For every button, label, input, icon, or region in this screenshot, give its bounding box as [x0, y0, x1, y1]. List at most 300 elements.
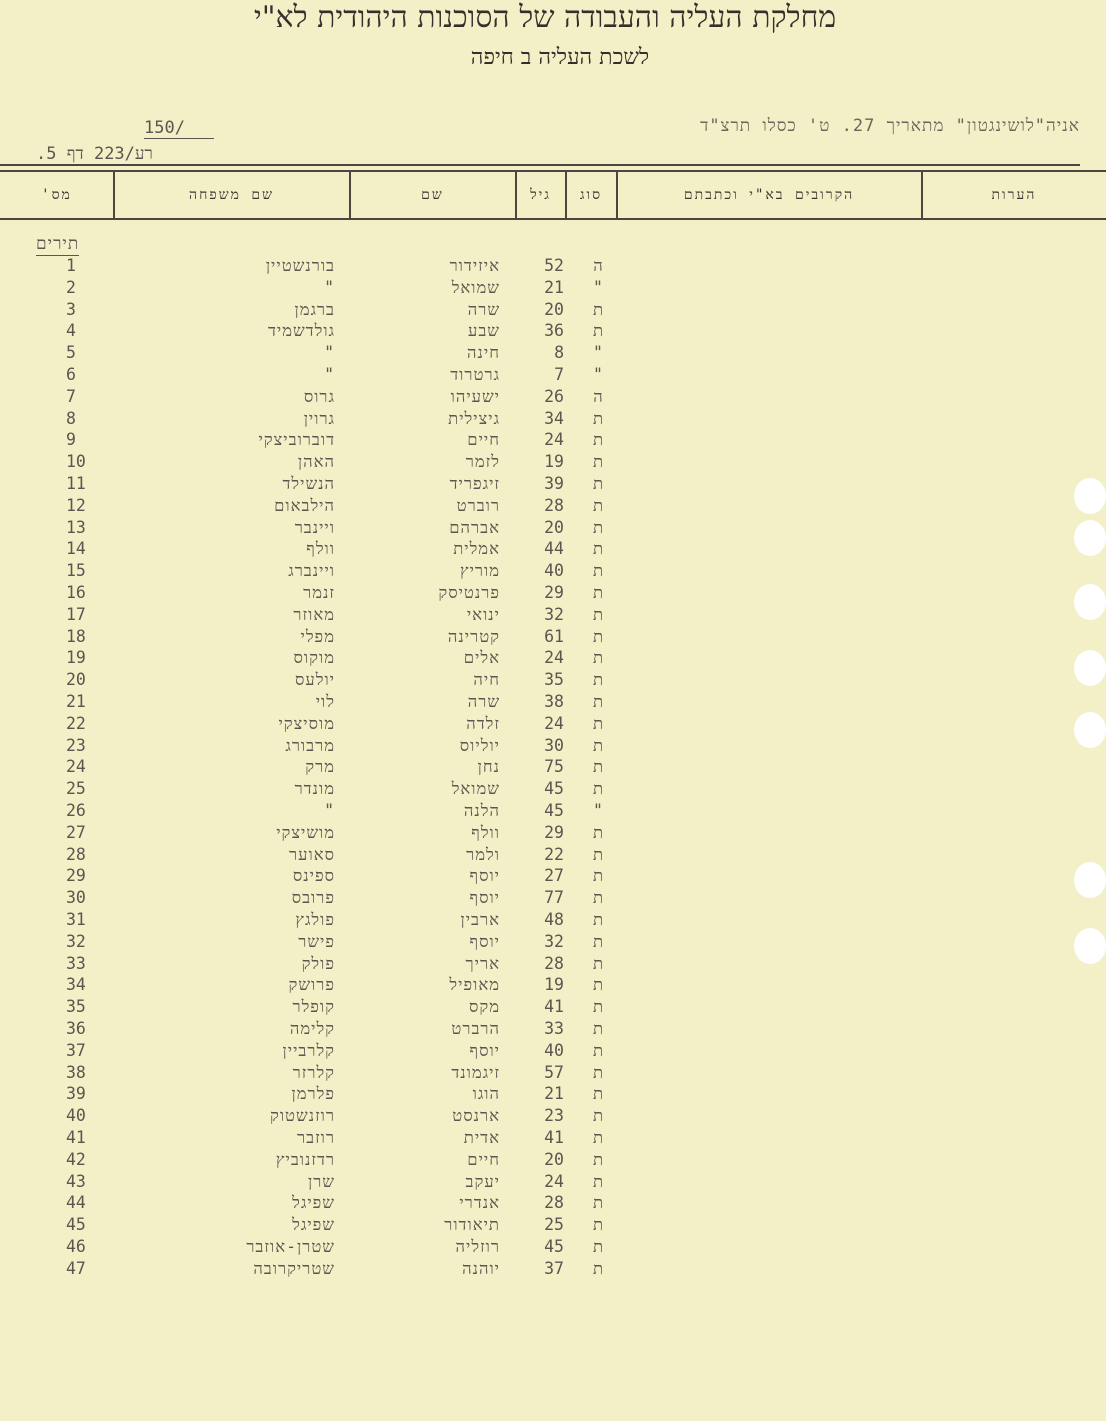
family-name: פרובס	[291, 888, 335, 908]
table-row	[0, 278, 700, 300]
type: ת	[592, 670, 604, 690]
first-name: גיצילית	[448, 408, 500, 428]
age: 21	[544, 277, 564, 297]
age: 32	[544, 604, 564, 624]
family-name: "	[324, 277, 335, 297]
row-number: 14	[66, 539, 86, 559]
type: ת	[592, 430, 604, 450]
type: ת	[592, 1106, 604, 1126]
table-row	[0, 1259, 700, 1281]
first-name: לזמר	[465, 452, 500, 472]
age: 20	[544, 299, 564, 319]
type: ת	[592, 1193, 604, 1213]
row-number: 16	[66, 583, 86, 602]
age: 28	[544, 953, 564, 973]
table-row	[0, 1193, 700, 1215]
age: 21	[544, 1084, 564, 1104]
type: ת	[592, 321, 604, 341]
col-relatives: הקרובים בא"י וכתבתם	[683, 186, 855, 203]
age: 28	[544, 495, 564, 515]
type: ת	[592, 888, 604, 908]
row-number: 42	[66, 1149, 86, 1169]
age: 36	[544, 321, 564, 341]
table-row	[0, 910, 700, 932]
first-name: חיים	[467, 430, 500, 450]
punch-hole	[1074, 928, 1106, 964]
table-row	[0, 1172, 700, 1194]
first-name: יוסף	[469, 931, 500, 951]
row-number: 7	[66, 386, 76, 406]
age: 29	[544, 822, 564, 842]
family-name: וולף	[306, 539, 335, 559]
age: 19	[544, 975, 564, 995]
table-row	[0, 409, 700, 431]
first-name: אברהם	[449, 517, 500, 537]
row-number: 38	[66, 1062, 86, 1082]
first-name: יוסף	[469, 888, 500, 908]
age: 38	[544, 692, 564, 711]
table-row	[0, 321, 700, 343]
table-row	[0, 365, 700, 387]
document-subtitle: לשכת העליה ב חיפה	[470, 45, 650, 70]
first-name: הוגו	[472, 1084, 500, 1104]
age: 33	[544, 1019, 564, 1038]
family-name: רדזנוביץ	[275, 1149, 335, 1169]
age: 41	[544, 997, 564, 1017]
age: 40	[544, 561, 564, 581]
type: ת	[592, 1215, 604, 1235]
first-name: זיגפריד	[449, 474, 500, 493]
type: ת	[592, 408, 604, 428]
table-row	[0, 975, 700, 997]
document-title: מחלקת העליה והעבודה של הסוכנות היהודית לא"י	[253, 0, 837, 35]
row-number: 18	[66, 626, 86, 646]
age: 45	[544, 1237, 564, 1256]
family-name: קלימה	[289, 1019, 335, 1038]
table-row	[0, 387, 700, 409]
family-name: פרושק	[288, 975, 335, 995]
first-name: תיאודור	[444, 1215, 500, 1235]
table-row	[0, 256, 700, 278]
table-row	[0, 932, 700, 954]
row-number: 23	[66, 735, 86, 755]
type: "	[593, 277, 603, 297]
age: 45	[544, 779, 564, 799]
family-name: גרוין	[303, 408, 335, 428]
type: ת	[592, 1258, 604, 1278]
row-number: 15	[66, 561, 86, 581]
table-row	[0, 1041, 700, 1063]
type: ת	[592, 1171, 604, 1191]
type: ת	[592, 713, 604, 733]
first-name: יעקב	[465, 1171, 500, 1191]
family-name: מרבורג	[285, 735, 335, 755]
age: 39	[544, 474, 564, 493]
family-name: בורנשטיין	[265, 256, 335, 275]
family-name: קלרזר	[292, 1062, 335, 1082]
type: ת	[592, 583, 604, 602]
type: ת	[592, 1128, 604, 1147]
first-name: אנדרי	[459, 1193, 500, 1213]
table-row	[0, 561, 700, 583]
age: 19	[544, 452, 564, 472]
first-name: חינה	[467, 343, 500, 363]
family-name: ויינבר	[294, 517, 335, 537]
age: 20	[544, 1149, 564, 1169]
table-row	[0, 866, 700, 888]
row-number: 8	[66, 408, 76, 428]
family-name: סאוער	[289, 844, 335, 864]
table-row	[0, 692, 700, 714]
first-name: וולף	[471, 822, 500, 842]
table-row	[0, 452, 700, 474]
first-name: אמלית	[453, 539, 500, 559]
row-number: 43	[66, 1171, 86, 1191]
row-number: 21	[66, 692, 86, 711]
table-row	[0, 1215, 700, 1237]
table-row	[0, 1063, 700, 1085]
table-row	[0, 1106, 700, 1128]
section-label-tourists: תירים	[36, 234, 80, 254]
first-name: ישעיהו	[450, 386, 500, 406]
first-name: קטרינה	[447, 626, 500, 646]
family-name: שטריקרובה	[253, 1258, 335, 1278]
row-number: 1	[66, 256, 76, 275]
type: ת	[592, 626, 604, 646]
row-number: 37	[66, 1040, 86, 1060]
age: 29	[544, 583, 564, 602]
age: 24	[544, 1171, 564, 1191]
punch-hole	[1074, 478, 1106, 514]
col-first-name: שם	[421, 186, 444, 203]
row-number: 10	[66, 452, 86, 472]
first-name: מקס	[469, 997, 500, 1017]
first-name: מאופיל	[449, 975, 500, 995]
age: 77	[544, 888, 564, 908]
age: 25	[544, 1215, 564, 1235]
first-name: יוסף	[469, 866, 500, 886]
first-name: ולמר	[466, 844, 500, 864]
table-row	[0, 736, 700, 758]
first-name: פרנטיסק	[438, 583, 500, 602]
row-number: 30	[66, 888, 86, 908]
table-row	[0, 627, 700, 649]
type: ת	[592, 1084, 604, 1104]
table-row	[0, 518, 700, 540]
type: ת	[592, 474, 604, 493]
first-name: נחן	[477, 757, 500, 777]
row-number: 31	[66, 910, 86, 929]
type: ת	[592, 692, 604, 711]
row-number: 44	[66, 1193, 86, 1213]
age: 48	[544, 910, 564, 929]
col-divider	[349, 172, 351, 218]
table-row	[0, 430, 700, 452]
row-number: 6	[66, 365, 76, 384]
row-number: 47	[66, 1258, 86, 1278]
family-name: שרן	[308, 1171, 335, 1191]
type: ת	[592, 779, 604, 799]
header-divider-top	[0, 164, 1080, 166]
table-row	[0, 648, 700, 670]
first-name: שמואל	[451, 779, 500, 799]
col-divider	[113, 172, 115, 218]
age: 61	[544, 626, 564, 646]
family-name: דוברוביצקי	[258, 430, 335, 450]
row-number: 4	[66, 321, 76, 341]
col-remarks: הערות	[991, 186, 1037, 203]
age: 52	[544, 256, 564, 275]
col-divider	[921, 172, 923, 218]
family-name: לוי	[315, 692, 335, 711]
type: ת	[592, 953, 604, 973]
row-number: 17	[66, 604, 86, 624]
punch-hole	[1074, 862, 1106, 898]
age: 45	[544, 801, 564, 820]
row-number: 25	[66, 779, 86, 799]
age: 20	[544, 517, 564, 537]
family-name: מושיצקי	[276, 822, 335, 842]
row-number: 36	[66, 1019, 86, 1038]
family-name: פולק	[301, 953, 335, 973]
row-number: 26	[66, 801, 86, 820]
row-number: 20	[66, 670, 86, 690]
row-number: 5	[66, 343, 76, 363]
ship-date-line: אניה"לושינגטון" מתאריך 27. ט' כסלו תרצ"ד	[700, 116, 1080, 136]
family-name: האהן	[297, 452, 335, 472]
table-header-bottom-border	[0, 218, 1106, 220]
row-number: 11	[66, 474, 86, 493]
col-family-name: שם משפחה	[189, 186, 274, 203]
first-name: רוזליה	[455, 1237, 500, 1256]
table-row	[0, 496, 700, 518]
type: ת	[592, 1237, 604, 1256]
type: ת	[592, 866, 604, 886]
col-number: מס'	[41, 186, 72, 203]
row-number: 24	[66, 757, 86, 777]
family-name: רוזנשטוק	[270, 1106, 335, 1126]
table-header-row	[0, 172, 1106, 218]
type: ת	[592, 648, 604, 668]
table-row	[0, 1150, 700, 1172]
first-name: ארבין	[460, 910, 500, 929]
row-number: 2	[66, 277, 76, 297]
table-row	[0, 954, 700, 976]
table-row	[0, 779, 700, 801]
punch-hole	[1074, 584, 1106, 620]
row-number: 45	[66, 1215, 86, 1235]
row-number: 19	[66, 648, 86, 668]
age: 41	[544, 1128, 564, 1147]
first-name: ינואי	[466, 604, 500, 624]
age: 8	[554, 343, 564, 363]
family-name: מרק	[305, 757, 335, 777]
type: ת	[592, 757, 604, 777]
row-number: 33	[66, 953, 86, 973]
first-name: מוריץ	[459, 561, 500, 581]
family-name: רוזבר	[297, 1128, 335, 1147]
table-row	[0, 1237, 700, 1259]
table-row	[0, 474, 700, 496]
age: 28	[544, 1193, 564, 1213]
family-name: זנמר	[303, 583, 335, 602]
age: 35	[544, 670, 564, 690]
table-row	[0, 539, 700, 561]
age: 27	[544, 866, 564, 886]
first-name: ארנסט	[452, 1106, 500, 1126]
type: ת	[592, 1019, 604, 1038]
type: ת	[592, 604, 604, 624]
punch-hole	[1074, 650, 1106, 686]
table-row	[0, 300, 700, 322]
age: 75	[544, 757, 564, 777]
type: ת	[592, 452, 604, 472]
family-name: ספינס	[292, 866, 335, 886]
type: ת	[592, 1040, 604, 1060]
age: 44	[544, 539, 564, 559]
family-name: יולעס	[295, 670, 335, 690]
family-name: מוסיצקי	[278, 713, 335, 733]
table-row	[0, 888, 700, 910]
family-name: הנשילד	[282, 474, 335, 493]
age: 30	[544, 735, 564, 755]
table-row	[0, 714, 700, 736]
family-name: הילבאום	[274, 495, 335, 515]
col-divider	[616, 172, 618, 218]
age: 22	[544, 844, 564, 864]
first-name: אדית	[463, 1128, 500, 1147]
table-row	[0, 670, 700, 692]
punch-hole	[1074, 520, 1106, 556]
row-number: 46	[66, 1237, 86, 1256]
type: ת	[592, 495, 604, 515]
row-number: 40	[66, 1106, 86, 1126]
age: 26	[544, 386, 564, 406]
table-row	[0, 997, 700, 1019]
family-name: מפלי	[300, 626, 335, 646]
reference-code: רע/223 דף 5.	[36, 144, 153, 164]
row-number: 13	[66, 517, 86, 537]
type: ה	[593, 256, 603, 275]
first-name: יוסף	[469, 1040, 500, 1060]
row-number: 27	[66, 822, 86, 842]
age: 7	[554, 365, 564, 384]
row-number: 41	[66, 1128, 86, 1147]
type: ת	[592, 910, 604, 929]
row-number: 39	[66, 1084, 86, 1104]
row-number: 34	[66, 975, 86, 995]
col-age: גיל	[530, 186, 551, 203]
family-name: גולדשמיד	[267, 321, 335, 341]
type: ת	[592, 975, 604, 995]
first-name: שרה	[467, 692, 500, 711]
table-row	[0, 845, 700, 867]
row-number: 29	[66, 866, 86, 886]
row-number: 12	[66, 495, 86, 515]
family-name: שפיגל	[292, 1215, 335, 1235]
first-name: שרה	[467, 299, 500, 319]
family-name: "	[324, 365, 335, 384]
type: ה	[593, 386, 603, 406]
table-row	[0, 583, 700, 605]
first-name: יוהנה	[462, 1258, 500, 1278]
age: 24	[544, 713, 564, 733]
first-name: יוליוס	[459, 735, 500, 755]
family-name: שפיגל	[292, 1193, 335, 1213]
type: ת	[592, 822, 604, 842]
type: ת	[592, 299, 604, 319]
punch-hole	[1074, 712, 1106, 748]
type: "	[593, 343, 603, 363]
table-row	[0, 823, 700, 845]
age: 32	[544, 931, 564, 951]
table-row	[0, 801, 700, 823]
family-name: קופלר	[292, 997, 335, 1017]
type: ת	[592, 539, 604, 559]
first-name: זלדה	[466, 713, 500, 733]
type: ת	[592, 1149, 604, 1169]
family-name: פישר	[298, 931, 335, 951]
col-type: סוג	[579, 186, 603, 203]
table-row	[0, 1084, 700, 1106]
first-name: הלנה	[463, 801, 500, 820]
first-name: אריך	[465, 953, 500, 973]
reference-number: 150/	[144, 118, 214, 139]
row-number: 28	[66, 844, 86, 864]
first-name: חיה	[473, 670, 500, 690]
age: 24	[544, 430, 564, 450]
col-divider	[515, 172, 517, 218]
first-name: גרטרוד	[450, 365, 500, 384]
age: 34	[544, 408, 564, 428]
age: 37	[544, 1258, 564, 1278]
type: ת	[592, 931, 604, 951]
family-name: ברגמן	[294, 299, 335, 319]
type: "	[593, 365, 603, 384]
type: "	[593, 801, 603, 820]
family-name: מוקוס	[293, 648, 335, 668]
table-row	[0, 1019, 700, 1041]
first-name: זיגמונד	[451, 1062, 500, 1082]
first-name: אלים	[463, 648, 500, 668]
family-name: "	[324, 343, 335, 363]
age: 57	[544, 1062, 564, 1082]
first-name: הרברט	[451, 1019, 500, 1038]
age: 23	[544, 1106, 564, 1126]
family-name: פולגץ	[295, 910, 335, 929]
family-name: מאוזר	[293, 604, 335, 624]
family-name: שטרן-אוזבר	[246, 1237, 335, 1256]
family-name: פלרמן	[291, 1084, 335, 1104]
row-number: 9	[66, 430, 76, 450]
family-name: ויינברג	[288, 561, 335, 581]
table-row	[0, 343, 700, 365]
col-divider	[565, 172, 567, 218]
first-name: שמואל	[451, 277, 500, 297]
table-row	[0, 605, 700, 627]
type: ת	[592, 1062, 604, 1082]
type: ת	[592, 844, 604, 864]
age: 24	[544, 648, 564, 668]
table-row	[0, 1128, 700, 1150]
first-name: איזידור	[449, 256, 500, 275]
type: ת	[592, 561, 604, 581]
row-number: 3	[66, 299, 76, 319]
family-name: "	[324, 801, 335, 820]
first-name: רוברט	[456, 495, 500, 515]
family-name: מונדר	[294, 779, 335, 799]
family-name: גרוס	[303, 386, 335, 406]
